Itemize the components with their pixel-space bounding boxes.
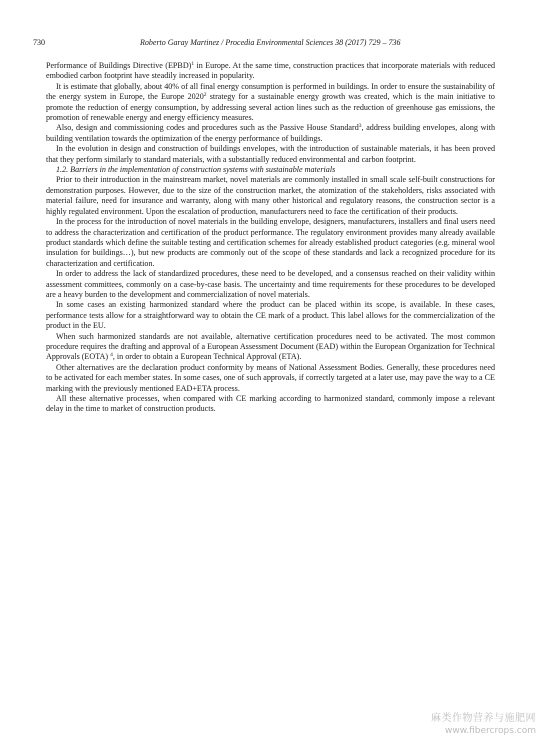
footnote-ref[interactable]: 3 [358, 123, 362, 130]
paragraph: In the process for the introduction of novel materials in the building envelope, designers, manufacturers, installers and final users need to address the characterization and certification of the product performance. The regulatory environment provides many already available product standards which define the suitable testing and certification schemes for already established product categories (e.g. mineral wool insulation for buildings…), but new products are commonly out of the scope of these standards and lack a recognized procedure for its characterization and certification. [46, 217, 495, 268]
paragraph: Performance of Buildings Directive (EPBD)$^1$ in Europe. At the same time, construction practices that incorporate materials with reduced embodied carbon footprint have steadily increased in popularity. [46, 61, 495, 81]
paragraph: In some cases an existing harmonized standard where the product can be placed within its scope, is available. In these cases, performance tests allow for a straightforward way to obtain the CE mark of a product. This label allows for the commercialization of the product in the EU. [46, 300, 495, 331]
article-body [46, 61, 495, 415]
watermark [431, 713, 536, 737]
watermark-url: www.fibercrops.com [445, 726, 536, 736]
paragraph: Prior to their introduction in the mainstream market, novel materials are commonly installed in small scale self-built constructions for demonstration purposes. However, due to the size of the construction market, the atomization of the stakeholders, risks associated with material failure, need for insurance and warranty, along with many other historical and regulatory reasons, the construction sector is a highly regulated environment. Upon the escalation of production, manufacturers need to face the certification of their products. [46, 175, 495, 216]
paragraph: In the evolution in design and construction of buildings envelopes, with the introduction of sustainable materials, it has been proved that they perform similarly to standard materials, with a substantially reduced environmental and carbon footprint. [46, 144, 495, 164]
page-number: 730 [33, 38, 45, 47]
watermark-site-name: 麻类作物营养与施肥网 [431, 713, 536, 724]
paragraph: It is estimate that globally, about 40% of all final energy consumption is performed in buildings. In order to ensure the sustainability of the energy system in Europe, the Europe 2020$^2$ strategy for a sustainable energy growth was created, which is the main initiative to promote the reduction of energy consumption, by addressing several action lines such as the reduction of greenhouse gas emissions, the promotion of renewable energy and energy efficiency measures. [46, 81, 495, 123]
paragraph: Also, design and commissioning codes and procedures such as the Passive House Standard$^3$, address building envelopes, along with building ventilation towards the optimization of the energy performance of buildings. [46, 123, 496, 143]
footnote-ref[interactable]: 4 [110, 352, 113, 359]
paragraph: In order to address the lack of standardized procedures, these need to be developed, and a consensus reached on their validity within assessment committees, commonly on a case-by-case basis. The uncertainty and time requirements for these procedures to be developed are a heavy burden to the development and commercialization of novel materials. [46, 269, 495, 299]
paragraph: Other alternatives are the declaration product conformity by means of National Assessment Bodies. Generally, these procedures need to be activated for each member states. In some cases, one of such approvals, if correctly targeted at a later use, may pave the way to a CE marking with the previously mentioned EAD+ETA process. [46, 362, 495, 393]
paragraph: All these alternative processes, when compared with CE marking according to harmonized standard, commonly impose a relevant delay in the time to market of construction products. [46, 394, 495, 414]
paragraph: When such harmonized standards are not available, alternative certification procedures need to be activated. The most common procedure requires the drafting and approval of a European Assessment Document (EAD) within the European Organization for Technical Approvals (EOTA) $^4$, in order to obtain a European Technical Approval (ETA). [46, 331, 495, 362]
section-heading: 1.2. Barriers in the implementation of construction systems with sustainable materials [56, 165, 336, 175]
footnote-ref[interactable]: 1 [191, 61, 195, 67]
running-head: Roberto Garay Martinez / Procedia Environmental Sciences 38 (2017) 729 – 736 [140, 38, 401, 47]
footnote-ref[interactable]: 2 [203, 92, 207, 99]
